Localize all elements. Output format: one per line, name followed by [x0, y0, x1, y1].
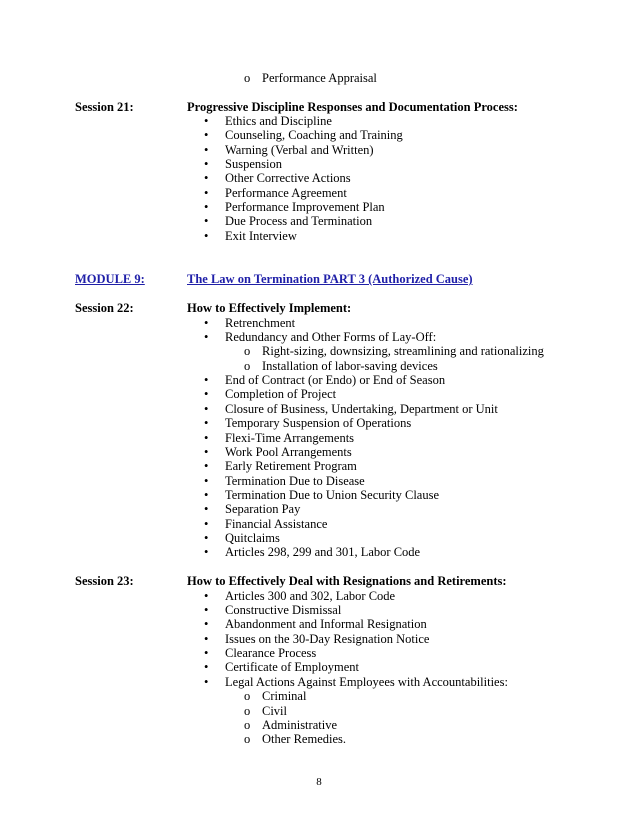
bullet-icon: •	[204, 632, 209, 646]
bullet-icon: •	[204, 675, 209, 689]
bullet-icon: •	[204, 531, 209, 545]
list-item: • Early Retirement Program	[204, 459, 357, 473]
list-item: • Ethics and Discipline	[204, 114, 332, 128]
session-22-label: Session 22:	[75, 301, 134, 315]
bullet-icon: •	[204, 545, 209, 559]
sub-item: o Performance Appraisal	[244, 71, 377, 85]
sub-item: o Other Remedies.	[244, 732, 347, 746]
bullet-icon: •	[204, 229, 209, 243]
bullet-icon: •	[204, 517, 209, 531]
list-item: • End of Contract (or Endo) or End of Season	[204, 373, 446, 387]
bullet-icon: •	[204, 660, 209, 674]
bullet-icon: •	[204, 157, 209, 171]
bullet-icon: •	[204, 330, 209, 344]
bullet-icon: •	[204, 416, 209, 430]
circle-bullet-icon: o	[244, 689, 251, 703]
list-item: • Work Pool Arrangements	[204, 445, 352, 459]
list-item: • Redundancy and Other Forms of Lay-Off:	[204, 330, 437, 344]
bullet-icon: •	[204, 603, 209, 617]
bullet-icon: •	[204, 402, 209, 416]
bullet-icon: •	[204, 459, 209, 473]
bullet-icon: •	[204, 502, 209, 516]
bullet-icon: •	[204, 200, 209, 214]
list-item: • Issues on the 30-Day Resignation Notice	[204, 632, 430, 646]
list-item: • Articles 298, 299 and 301, Labor Code	[204, 545, 421, 559]
list-item: • Articles 300 and 302, Labor Code	[204, 589, 396, 603]
module-9-title-link[interactable]: The Law on Termination PART 3 (Authorized Cause)	[187, 272, 473, 286]
list-item: • Quitclaims	[204, 531, 280, 545]
bullet-icon: •	[204, 128, 209, 142]
circle-bullet-icon: o	[244, 718, 251, 732]
bullet-icon: •	[204, 186, 209, 200]
sub-item: o Administrative	[244, 718, 337, 732]
bullet-icon: •	[204, 474, 209, 488]
list-item: • Abandonment and Informal Resignation	[204, 617, 427, 631]
list-item: • Exit Interview	[204, 229, 297, 243]
session-22-title: How to Effectively Implement:	[187, 301, 352, 315]
bullet-icon: •	[204, 387, 209, 401]
list-item: • Warning (Verbal and Written)	[204, 143, 374, 157]
bullet-icon: •	[204, 589, 209, 603]
bullet-icon: •	[204, 171, 209, 185]
bullet-icon: •	[204, 431, 209, 445]
session-21-title: Progressive Discipline Responses and Documentation Process:	[187, 100, 518, 114]
list-item: • Clearance Process	[204, 646, 317, 660]
sub-item: o Civil	[244, 704, 288, 718]
list-item: • Temporary Suspension of Operations	[204, 416, 412, 430]
module-9-link[interactable]: MODULE 9:	[75, 272, 145, 286]
list-item: • Retrenchment	[204, 316, 296, 330]
list-item: • Suspension	[204, 157, 282, 171]
circle-bullet-icon: o	[244, 344, 251, 358]
list-item: • Performance Improvement Plan	[204, 200, 385, 214]
list-item: • Separation Pay	[204, 502, 301, 516]
list-item: • Other Corrective Actions	[204, 171, 351, 185]
list-item: • Termination Due to Disease	[204, 474, 365, 488]
bullet-icon: •	[204, 373, 209, 387]
list-item: • Completion of Project	[204, 387, 337, 401]
list-item: • Closure of Business, Undertaking, Department or Unit	[204, 402, 498, 416]
list-item: • Counseling, Coaching and Training	[204, 128, 403, 142]
list-item: • Financial Assistance	[204, 517, 328, 531]
session-21-label: Session 21:	[75, 100, 134, 114]
bullet-icon: •	[204, 316, 209, 330]
sub-item: o Right-sizing, downsizing, streamlining and rationalizing	[244, 344, 544, 358]
list-item: • Legal Actions Against Employees with Accountabilities:	[204, 675, 508, 689]
bullet-icon: •	[204, 488, 209, 502]
bullet-icon: •	[204, 214, 209, 228]
bullet-icon: •	[204, 114, 209, 128]
session-23-title: How to Effectively Deal with Resignations and Retirements:	[187, 574, 507, 588]
bullet-icon: •	[204, 143, 209, 157]
sub-item: o Installation of labor-saving devices	[244, 359, 438, 373]
circle-bullet-icon: o	[244, 359, 251, 373]
list-item: • Performance Agreement	[204, 186, 347, 200]
list-item: • Termination Due to Union Security Clause	[204, 488, 440, 502]
circle-bullet-icon: o	[244, 732, 251, 746]
circle-bullet-icon: o	[244, 704, 251, 718]
list-item: • Flexi-Time Arrangements	[204, 431, 355, 445]
sub-item: o Criminal	[244, 689, 307, 703]
list-item: • Due Process and Termination	[204, 214, 373, 228]
page-number: 8	[316, 776, 322, 788]
bullet-icon: •	[204, 646, 209, 660]
bullet-icon: •	[204, 617, 209, 631]
session-23-label: Session 23:	[75, 574, 134, 588]
circle-bullet-icon: o	[244, 71, 251, 85]
list-item: • Certificate of Employment	[204, 660, 359, 674]
list-item: • Constructive Dismissal	[204, 603, 342, 617]
bullet-icon: •	[204, 445, 209, 459]
